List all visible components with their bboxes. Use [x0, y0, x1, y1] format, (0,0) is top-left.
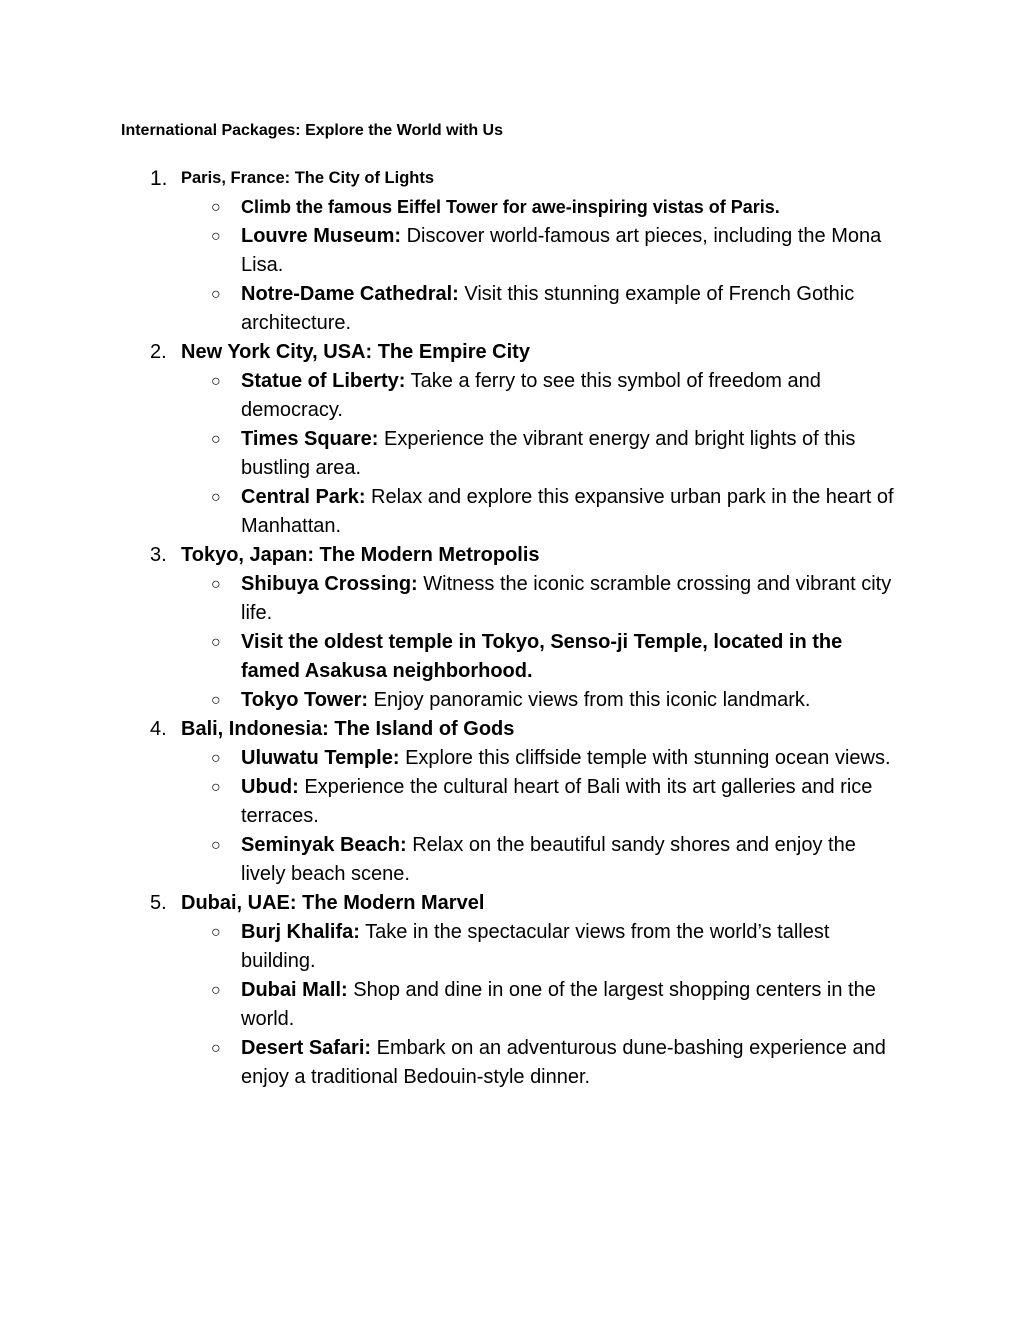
destination-heading: Paris, France: The City of Lights [181, 169, 435, 187]
attraction-item [0, 193, 901, 222]
attraction-text: Shop and dine in one of the largest shopping centers in the world. [241, 979, 876, 1030]
attraction-item [0, 918, 901, 976]
attraction-text: Embark on an adventurous dune-bashing experience and enjoy a traditional Bedouin-style dinner. [241, 1037, 886, 1088]
attraction-item [0, 222, 901, 280]
attraction-label: Desert Safari: [241, 1037, 372, 1059]
attraction-item [0, 425, 901, 483]
hollow-bullet-icon: ○ [211, 431, 221, 448]
attraction-label: Burj Khalifa: [241, 921, 360, 943]
destination-number: 5. [150, 892, 167, 914]
attraction-text: Take a ferry to see this symbol of freedom and democracy. [241, 370, 821, 421]
destination-item-new-york [0, 338, 1024, 541]
attraction-text: Explore this cliffside temple with stunning ocean views. [399, 747, 891, 769]
attraction-text: Relax and explore this expansive urban park in the heart of Manhattan. [241, 486, 894, 537]
attraction-list [0, 918, 1024, 1092]
hollow-bullet-icon: ○ [211, 924, 221, 941]
attraction-list [0, 367, 1024, 541]
attraction-text: Enjoy panoramic views from this iconic landmark. [368, 689, 811, 711]
attraction-item [0, 773, 901, 831]
attraction-item [0, 831, 901, 889]
destination-number: 2. [150, 341, 167, 363]
attraction-item [0, 628, 901, 686]
attraction-label: Statue of Liberty: [241, 370, 406, 392]
destination-item-tokyo [0, 541, 1024, 715]
attraction-item [0, 976, 901, 1034]
attraction-label: Central Park: [241, 486, 366, 508]
hollow-bullet-icon: ○ [211, 750, 221, 767]
attraction-text: Experience the cultural heart of Bali with its art galleries and rice terraces. [241, 776, 873, 827]
attraction-text: Visit this stunning example of French Gothic architecture. [241, 283, 855, 334]
hollow-bullet-icon: ○ [211, 837, 221, 854]
hollow-bullet-icon: ○ [211, 634, 221, 651]
attraction-item [0, 686, 901, 715]
destination-item-paris [0, 164, 1024, 338]
attraction-label: Louvre Museum: [241, 225, 402, 247]
attraction-label: Uluwatu Temple: [241, 747, 400, 769]
destination-item-bali [0, 715, 1024, 889]
document-title: International Packages: Explore the World with Us [121, 122, 504, 139]
hollow-bullet-icon: ○ [211, 982, 221, 999]
destination-number: 3. [150, 544, 167, 566]
attraction-item [0, 367, 901, 425]
attraction-text: Experience the vibrant energy and bright lights of this bustling area. [241, 428, 856, 479]
destination-number: 1. [150, 167, 168, 190]
attraction-list [0, 193, 1024, 338]
hollow-bullet-icon: ○ [211, 489, 221, 506]
attraction-label: Shibuya Crossing: [241, 573, 418, 595]
attraction-label: Tokyo Tower: [241, 689, 369, 711]
attraction-item [0, 1034, 901, 1092]
attraction-label: Visit the oldest temple in Tokyo, Senso-ji Temple, located in the famed Asakusa neighborhood. [241, 631, 843, 682]
attraction-item [0, 744, 901, 773]
hollow-bullet-icon: ○ [211, 228, 221, 245]
hollow-bullet-icon: ○ [211, 1040, 221, 1057]
attraction-item [0, 570, 901, 628]
attraction-label: Dubai Mall: [241, 979, 348, 1001]
attraction-item [0, 280, 901, 338]
attraction-list [0, 744, 1024, 889]
destination-heading: Tokyo, Japan: The Modern Metropolis [181, 544, 540, 566]
attraction-label: Climb the famous Eiffel Tower for awe-inspiring vistas of Paris. [241, 197, 780, 217]
attraction-item [0, 483, 901, 541]
destination-heading: Dubai, UAE: The Modern Marvel [181, 892, 485, 914]
attraction-label: Notre-Dame Cathedral: [241, 283, 459, 305]
destination-item-dubai [0, 889, 1024, 1092]
hollow-bullet-icon: ○ [211, 576, 221, 593]
attraction-list [0, 570, 1024, 715]
attraction-text: Relax on the beautiful sandy shores and enjoy the lively beach scene. [241, 834, 856, 885]
attraction-label: Seminyak Beach: [241, 834, 407, 856]
attraction-label: Times Square: [241, 428, 379, 450]
hollow-bullet-icon: ○ [211, 779, 221, 796]
attraction-label: Ubud: [241, 776, 299, 798]
destination-list [0, 164, 1024, 1092]
hollow-bullet-icon: ○ [211, 199, 221, 216]
attraction-text: Witness the iconic scramble crossing and vibrant city life. [241, 573, 892, 624]
hollow-bullet-icon: ○ [211, 692, 221, 709]
destination-number: 4. [150, 718, 167, 740]
destination-heading: Bali, Indonesia: The Island of Gods [181, 718, 515, 740]
attraction-text: Discover world-famous art pieces, including the Mona Lisa. [241, 225, 882, 276]
hollow-bullet-icon: ○ [211, 286, 221, 303]
attraction-text: Take in the spectacular views from the world’s tallest building. [241, 921, 830, 972]
destination-heading: New York City, USA: The Empire City [181, 341, 530, 363]
hollow-bullet-icon: ○ [211, 373, 221, 390]
